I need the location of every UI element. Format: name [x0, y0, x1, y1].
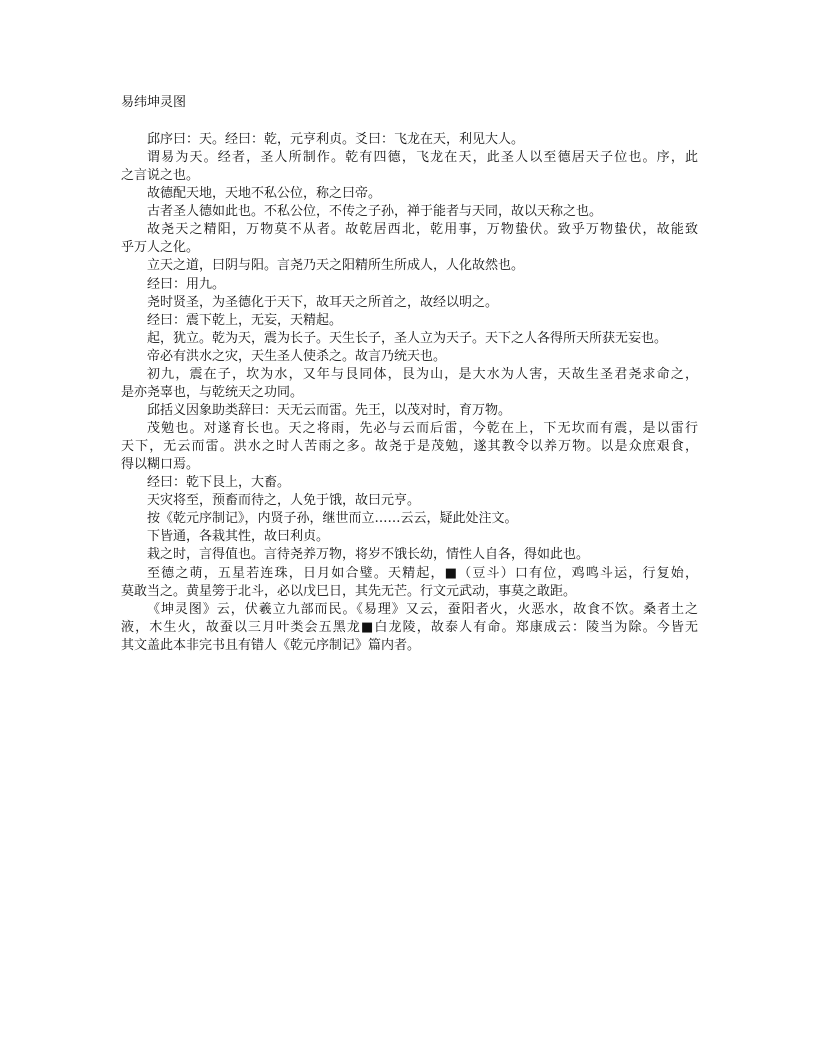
- text-line: 天下，无云而雷。洪水之时人苦雨之多。故尧于是茂勉，遂其教令以养万物。以是众庶艰食，: [121, 439, 698, 455]
- paragraph: [121, 492, 698, 510]
- paragraph: [121, 366, 698, 402]
- text-line: 茂勉也。对遂育长也。天之将雨，先必与云而后雷，今乾在上，下无坎而有震，是以雷行: [147, 421, 698, 436]
- text-line: 乎万人之化。: [121, 240, 200, 256]
- text-line: 之言说之也。: [121, 168, 200, 184]
- text-line: 莫敢当之。黄星篣于北斗，必以戊巳日，其先无芒。行文元武动，事莫之敢距。: [121, 583, 577, 599]
- text-line: 尧时贤圣，为圣德化于天下，故耳天之所首之，故经以明之。: [147, 294, 499, 310]
- text-line: 邱括义因象助类辞曰：天无云而雷。先王，以茂对时，育万物。: [147, 402, 512, 418]
- text-line: 起，犹立。乾为天，震为长子。天生长子，圣人立为天子。天下之人各得所天所获无妄也。: [147, 330, 668, 346]
- text-line: 是亦尧辜也，与乾统天之功同。: [121, 384, 304, 400]
- text-line: 下皆通，各栽其性，故曰利贞。: [147, 529, 330, 545]
- paragraph: [121, 420, 698, 474]
- text-line: 谓易为天。经者，圣人所制作。乾有四德，飞龙在天，此圣人以至德居天子位也。序，此: [147, 150, 698, 166]
- paragraph: [121, 348, 698, 366]
- document-title: 易纬坤灵图: [121, 95, 187, 110]
- paragraph: [121, 149, 698, 185]
- paragraph: [121, 330, 698, 348]
- paragraph: [121, 257, 698, 275]
- text-line: 帝必有洪水之灾，天生圣人使杀之。故言乃统天也。: [147, 348, 447, 364]
- text-line: 得以糊口焉。: [121, 457, 200, 473]
- paragraph: [121, 276, 698, 294]
- text-line: 天灾将至，预畜而待之，人免于饿，故曰元亨。: [147, 493, 421, 509]
- text-line: 栽之时，言得值也。言待尧养万物，将岁不饿长幼，情性人自各，得如此也。: [147, 547, 590, 563]
- text-line: 经曰：用九。: [147, 276, 226, 292]
- paragraph: [121, 294, 698, 312]
- paragraph: [121, 510, 698, 528]
- paragraph: [121, 528, 698, 546]
- text-line: 至德之萌，五星若连珠，日月如合璧。天精起，■（豆斗）口有位，鸡鸣斗运，行复始，: [147, 565, 698, 581]
- text-line: 故德配天地，天地不私公位，称之曰帝。: [147, 186, 382, 202]
- paragraph: [121, 185, 698, 203]
- text-line: 《坤灵图》云，伏羲立九部而民。《易理》又云，蚕阳者火，火恶水，故食不饮。桑者土之: [147, 601, 698, 617]
- paragraph: [121, 312, 698, 330]
- text-line: 按《乾元序制记》，内贤子孙，继世而立……云云，疑此处注文。: [147, 511, 518, 527]
- text-line: 初九，震在子，坎为水，又年与艮同体，艮为山，是大水为人害，天故生圣君尧求命之，: [147, 366, 698, 382]
- paragraph: [121, 131, 698, 149]
- text-line: 邱序曰：天。经曰：乾，元亨利贞。爻曰：飞龙在天，利见大人。: [147, 132, 525, 147]
- paragraph: [121, 474, 698, 492]
- text-line: 经曰：乾下艮上，大畜。: [147, 475, 291, 491]
- paragraph: [121, 221, 698, 257]
- text-line: 古者圣人德如此也。不私公位，不传之子孙，禅于能者与天同，故以天称之也。: [147, 204, 603, 220]
- text-line: 其文盖此本非完书且有错人《乾元序制记》篇内者。: [121, 637, 421, 653]
- paragraph: [121, 402, 698, 420]
- paragraph: [121, 546, 698, 564]
- document-body: [121, 131, 698, 655]
- paragraph: [121, 565, 698, 601]
- paragraph: [121, 601, 698, 655]
- text-line: 液，木生火，故蚕以三月叶类会五黑龙■白龙陵，故泰人有命。郑康成云：陵当为除。今皆无: [121, 619, 698, 635]
- text-line: 立天之道，曰阴与阳。言尧乃天之阳精所生所成人，人化故然也。: [147, 258, 525, 274]
- paragraph: [121, 203, 698, 221]
- text-line: 故尧天之精阳，万物莫不从者。故乾居西北，乾用事，万物蛰伏。致乎万物蛰伏，故能致: [147, 222, 698, 238]
- text-line: 经曰：震下乾上，无妄，天精起。: [147, 312, 343, 328]
